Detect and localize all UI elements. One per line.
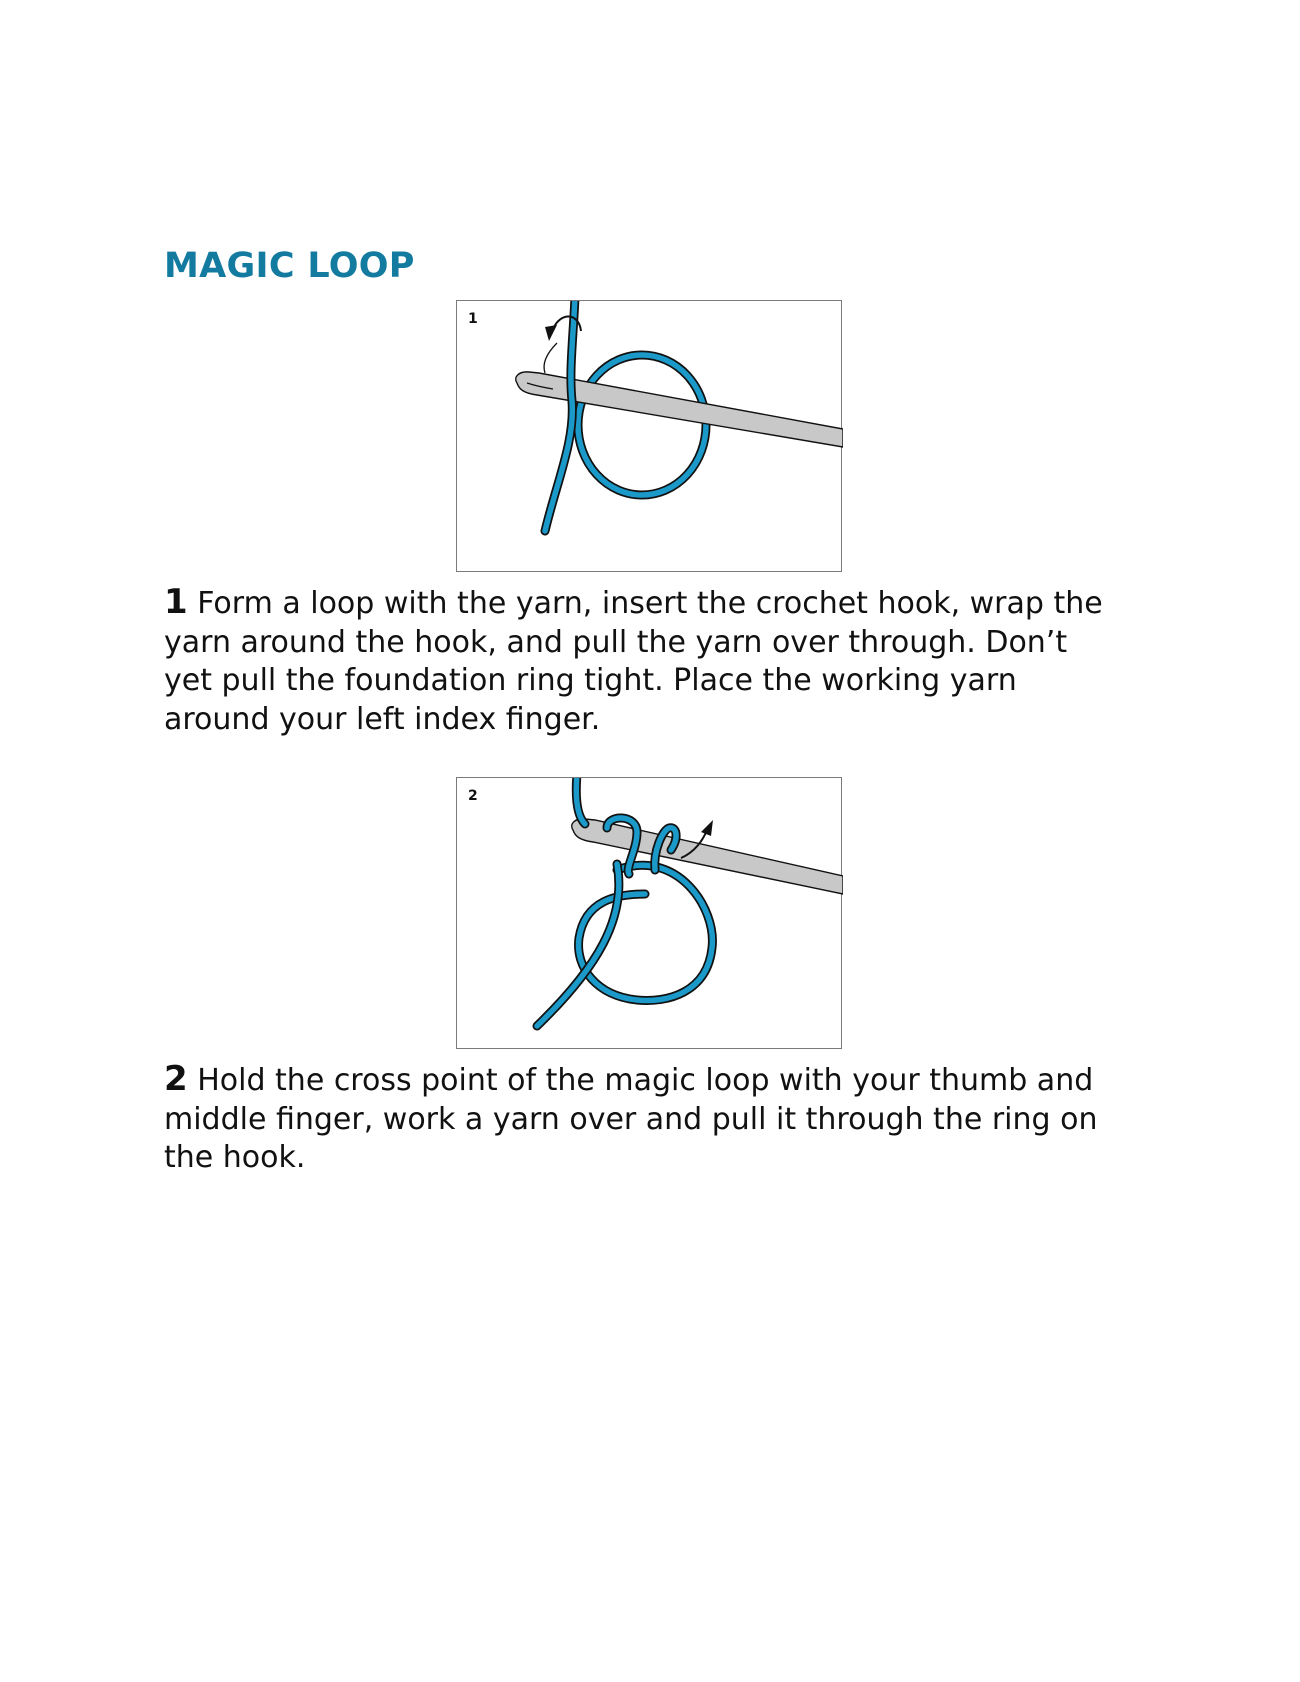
step-text: Hold the cross point of the magic loop with your thumb and middle finger, work a yarn over and pull it through the ring on the hook. [164, 1063, 1098, 1175]
figure-number: 2 [468, 788, 478, 804]
crochet-hook [516, 372, 843, 447]
wrap-guide-line [544, 343, 557, 373]
step-1-instruction [164, 583, 1124, 739]
magic-loop-step-1-drawing [457, 301, 843, 573]
yarn-loop [578, 355, 706, 495]
step-number: 1 [164, 582, 188, 622]
step-2-illustration [456, 777, 842, 1049]
step-number: 2 [164, 1059, 188, 1099]
pull-arrow-head [701, 820, 713, 836]
wrap-arrow-head [545, 325, 557, 341]
page-title: MAGIC LOOP [164, 246, 415, 286]
step-2-instruction [164, 1060, 1124, 1178]
magic-loop-step-2-drawing [457, 778, 843, 1050]
step-text: Form a loop with the yarn, insert the crochet hook, wrap the yarn around the hook, and pull the yarn over through. Don’t yet pull the foundation ring tight. Place the working yarn around your left index finger. [164, 586, 1103, 737]
step-1-illustration [456, 300, 842, 572]
figure-number: 1 [468, 311, 478, 327]
